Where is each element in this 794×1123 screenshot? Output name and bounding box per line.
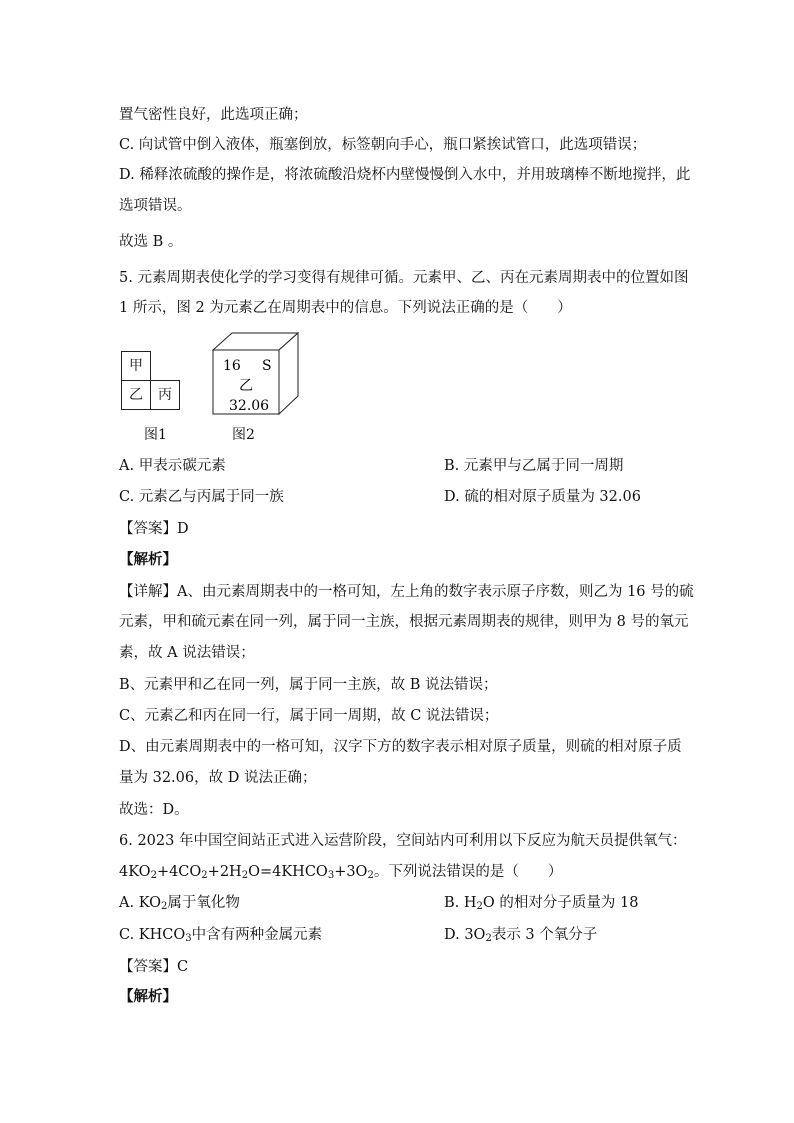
answer-line: 【答案】D xyxy=(119,521,189,537)
question-6-equation: $4KO_2+4CO_2+2H_2O=4KHCO_3+3O_2$。下列说法错误的是（ ） xyxy=(119,864,563,881)
figure-2-caption: 图2 xyxy=(232,427,255,443)
option-c: C. $KHCO_3$中含有两种金属元素 xyxy=(119,927,323,944)
text-line: 选项错误。 xyxy=(119,198,192,214)
question-6-stem: 6. 2023 年中国空间站正式进入运营阶段，空间站内可利用以下反应为航天员提供氧气： xyxy=(119,833,687,849)
detail-line: 素，故 A 说法错误； xyxy=(119,645,255,661)
figure-1-caption: 图1 xyxy=(144,427,167,443)
detail-line: 量为 32.06，故 D 说法正确； xyxy=(119,770,317,786)
text-line: C. 向试管中倒入液体，瓶塞倒放，标签朝向手心，瓶口紧挨试管口，此选项错误； xyxy=(119,137,647,153)
option-d: D. $3O_2$表示 3 个氧分子 xyxy=(444,927,598,944)
option-a: A. 甲表示碳元素 xyxy=(119,458,226,474)
atomic-number: 16 xyxy=(223,358,241,374)
option-d: D. 硫的相对原子质量为 32.06 xyxy=(444,489,641,505)
detail-line: 故选：D。 xyxy=(119,802,189,818)
element-symbol: S xyxy=(262,358,272,374)
cell-bing: 丙 xyxy=(150,380,180,410)
text-line: 故选 B 。 xyxy=(119,234,183,250)
figure-2-element-box xyxy=(210,330,300,418)
text-line: 置气密性良好，此选项正确； xyxy=(119,107,308,123)
question-5-stem: 5. 元素周期表使化学的学习变得有规律可循。元素甲、乙、丙在元素周期表中的位置如图 xyxy=(119,270,689,286)
option-a: A. $KO_2$属于氧化物 xyxy=(119,895,240,912)
cell-yi: 乙 xyxy=(121,380,151,410)
option-b: B. $H_2O$ 的相对分子质量为 18 xyxy=(444,895,639,912)
detail-line: D、由元素周期表中的一格可知，汉字下方的数字表示相对原子质量，则硫的相对原子质 xyxy=(119,739,682,755)
option-b: B. 元素甲与乙属于同一周期 xyxy=(444,458,624,474)
analysis-heading: 【解析】 xyxy=(119,988,177,1005)
detail-line: 元素，甲和硫元素在同一列，属于同一主族，根据元素周期表的规律，则甲为 8 号的氧元 xyxy=(119,614,689,630)
cell-jia: 甲 xyxy=(121,351,151,381)
element-name: 乙 xyxy=(239,378,253,394)
detail-line: 【详解】A、由元素周期表中的一格可知，左上角的数字表示原子序数，则乙为 16 号的硫 xyxy=(119,584,694,600)
detail-line: C、元素乙和丙在同一行，属于同一周期，故 C 说法错误； xyxy=(119,708,499,724)
text-line: D. 稀释浓硫酸的操作是，将浓硫酸沿烧杯内壁慢慢倒入水中，并用玻璃棒不断地搅拌，此 xyxy=(119,167,691,183)
detail-line: B、元素甲和乙在同一列，属于同一主族，故 B 说法错误； xyxy=(119,677,498,693)
answer-line: 【答案】C xyxy=(119,959,189,975)
option-c: C. 元素乙与丙属于同一族 xyxy=(119,489,284,505)
analysis-heading: 【解析】 xyxy=(119,551,177,568)
atomic-mass: 32.06 xyxy=(229,398,270,414)
question-5-stem: 1 所示，图 2 为元素乙在周期表中的信息。下列说法正确的是（ ） xyxy=(119,300,572,316)
